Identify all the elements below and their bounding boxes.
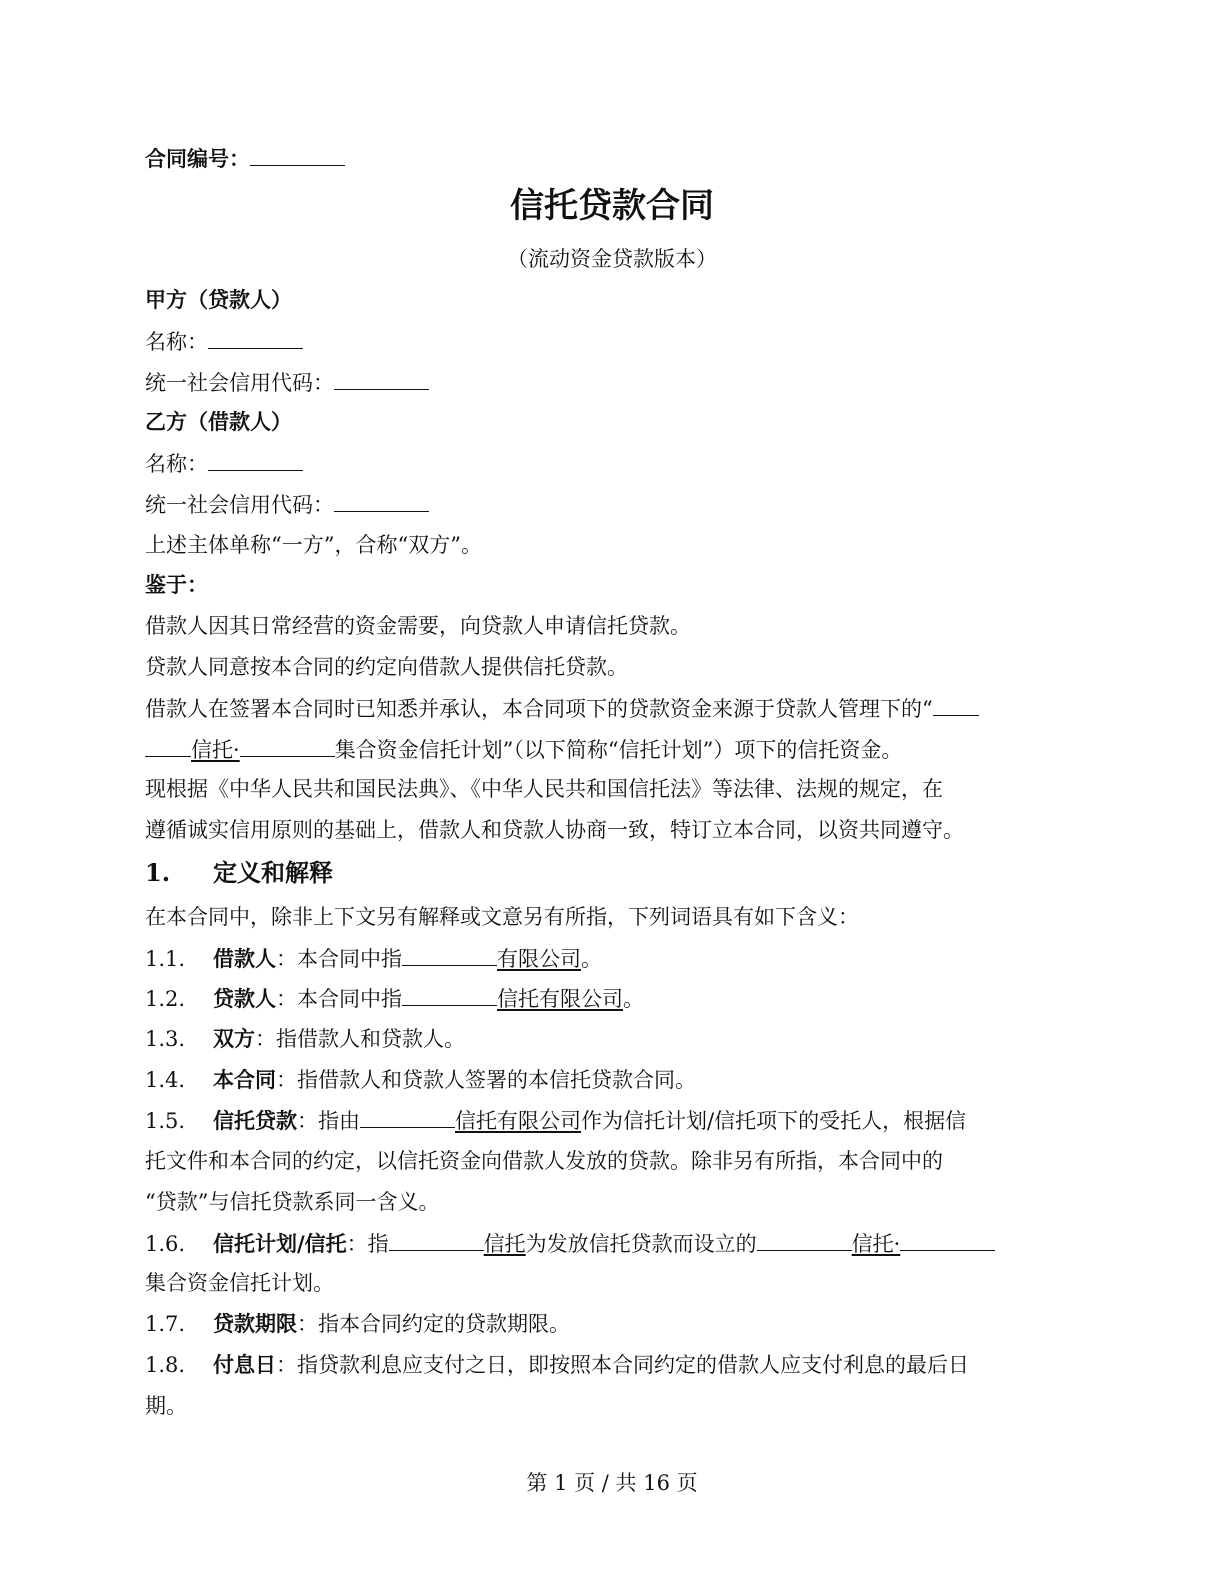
item-term: 信托计划/信托 xyxy=(213,1231,347,1256)
trust-plan-label: 信托· xyxy=(851,1232,901,1256)
item-number: 1.3. xyxy=(145,1027,186,1051)
whereas-paragraph-3-line-2 xyxy=(145,734,902,765)
trust-name-blank-1 xyxy=(933,693,979,716)
party-b-code-blank xyxy=(334,489,429,512)
borrower-name-underlined xyxy=(402,947,581,971)
item-number: 1.8. xyxy=(145,1353,186,1377)
trust-plan-blank-1 xyxy=(757,1228,852,1251)
item-number: 1.5. xyxy=(145,1109,186,1133)
trust-name-blank-3 xyxy=(240,734,335,757)
item-text: ：指由 xyxy=(297,1109,360,1133)
contract-number-blank xyxy=(250,143,345,166)
trust-plan-underlined xyxy=(757,1232,996,1256)
item-text: ：指借款人和贷款人签署的本信托贷款合同。 xyxy=(276,1068,696,1092)
section-1-number: 1. xyxy=(145,858,171,887)
party-a-code-line xyxy=(145,367,429,398)
definition-item xyxy=(145,943,602,974)
item-term: 本合同 xyxy=(213,1067,276,1092)
whereas-paragraph-2: 贷款人同意按本合同的约定向借款人提供信托贷款。 xyxy=(145,655,628,679)
definition-item-continuation: 期。 xyxy=(145,1394,187,1418)
item-text: ：指 xyxy=(346,1232,389,1256)
page-footer: 第 1 页 / 共 16 页 xyxy=(526,1471,698,1495)
whereas-paragraph-4-line-1: 现根据《中华人民共和国民法典》、《中华人民共和国信托法》等法律、法规的规定，在 xyxy=(145,777,943,801)
item-term: 信托贷款 xyxy=(213,1108,297,1133)
definition-item-continuation: 托文件和本合同的约定，以信托资金向借款人发放的贷款。除非另有所指，本合同中的 xyxy=(145,1149,943,1173)
trust-company-underlined xyxy=(389,1232,526,1256)
party-a-heading: 甲方（贷款人） xyxy=(145,287,292,312)
party-a-code-blank xyxy=(334,367,429,390)
lender-name-blank xyxy=(402,983,497,1006)
parties-note: 上述主体单称“一方”，合称“双方”。 xyxy=(145,533,482,557)
definition-item xyxy=(145,1024,465,1054)
item-text-end: 。 xyxy=(623,987,644,1011)
party-b-code-line xyxy=(145,489,429,520)
document-title: 信托贷款合同 xyxy=(510,186,714,226)
definition-item xyxy=(145,1228,995,1259)
trust-label: 信托· xyxy=(191,738,240,762)
party-a-name-line xyxy=(145,326,303,357)
party-b-name-label: 名称： xyxy=(145,452,208,476)
item-text: ：本合同中指 xyxy=(276,987,402,1011)
trust-company-suffix: 信托 xyxy=(483,1232,526,1256)
whereas-p3-text: 借款人在签署本合同时已知悉并承认，本合同项下的贷款资金来源于贷款人管理下的“ xyxy=(145,697,933,721)
item-text-continued: 作为信托计划/信托项下的受托人，根据信 xyxy=(581,1109,967,1133)
contract-number-line xyxy=(145,143,345,174)
document-subtitle: （流动资金贷款版本） xyxy=(507,247,717,271)
party-b-name-line xyxy=(145,448,303,479)
definition-item xyxy=(145,1065,696,1095)
lender-name-underlined xyxy=(402,987,623,1011)
definition-item xyxy=(145,983,644,1014)
item-text: ：指本合同约定的贷款期限。 xyxy=(297,1312,570,1336)
party-b-name-blank xyxy=(208,448,303,471)
trust-plan-blank-2 xyxy=(900,1228,995,1251)
whereas-paragraph-4-line-2: 遵循诚实信用原则的基础上，借款人和贷款人协商一致，特订立本合同，以资共同遵守。 xyxy=(145,818,964,842)
party-a-name-blank xyxy=(208,326,303,349)
item-term: 贷款人 xyxy=(213,986,276,1011)
item-number: 1.7. xyxy=(145,1312,186,1336)
whereas-paragraph-3-line-1 xyxy=(145,693,979,724)
party-a-name-label: 名称： xyxy=(145,330,208,354)
borrower-name-blank xyxy=(402,943,497,966)
definition-item-continuation: “贷款”与信托贷款系同一含义。 xyxy=(145,1190,440,1214)
party-b-code-label: 统一社会信用代码： xyxy=(145,493,334,517)
definition-item-continuation: 集合资金信托计划。 xyxy=(145,1271,334,1295)
item-term: 贷款期限 xyxy=(213,1311,297,1336)
item-number: 1.1. xyxy=(145,947,186,971)
trustee-name-underlined xyxy=(360,1109,581,1133)
item-text-middle: 为发放信托贷款而设立的 xyxy=(525,1232,757,1256)
trustee-name-blank xyxy=(360,1105,455,1128)
item-number: 1.6. xyxy=(145,1232,186,1256)
contract-number-label: 合同编号： xyxy=(145,146,250,171)
item-text: ：指贷款利息应支付之日，即按照本合同约定的借款人应支付利息的最后日 xyxy=(276,1353,969,1377)
item-text-end: 。 xyxy=(581,947,602,971)
whereas-p3-tail: 集合资金信托计划”（以下简称“信托计划”）项下的信托资金。 xyxy=(334,738,903,762)
item-text: ：本合同中指 xyxy=(276,947,402,971)
item-text: ：指借款人和贷款人。 xyxy=(255,1027,465,1051)
definition-item xyxy=(145,1309,570,1339)
section-1-title: 定义和解释 xyxy=(213,858,333,887)
item-number: 1.4. xyxy=(145,1068,186,1092)
trustee-company-suffix: 信托有限公司 xyxy=(455,1109,581,1133)
definition-item xyxy=(145,1105,966,1136)
item-term: 借款人 xyxy=(213,946,276,971)
party-a-code-label: 统一社会信用代码： xyxy=(145,371,334,395)
trust-company-blank xyxy=(389,1228,484,1251)
whereas-heading: 鉴于： xyxy=(145,572,208,597)
trust-plan-name-underlined xyxy=(145,738,335,762)
whereas-paragraph-1: 借款人因其日常经营的资金需要，向贷款人申请信托贷款。 xyxy=(145,614,691,638)
party-b-heading: 乙方（借款人） xyxy=(145,409,292,434)
item-number: 1.2. xyxy=(145,987,186,1011)
borrower-company-suffix: 有限公司 xyxy=(497,947,581,971)
lender-company-suffix: 信托有限公司 xyxy=(497,987,623,1011)
item-term: 付息日 xyxy=(213,1352,276,1377)
item-term: 双方 xyxy=(213,1026,255,1051)
section-1-intro: 在本合同中，除非上下文另有解释或文意另有所指，下列词语具有如下含义： xyxy=(145,905,859,929)
trust-name-blank-2 xyxy=(145,734,191,757)
definition-item xyxy=(145,1350,969,1380)
section-1-heading xyxy=(145,856,333,890)
